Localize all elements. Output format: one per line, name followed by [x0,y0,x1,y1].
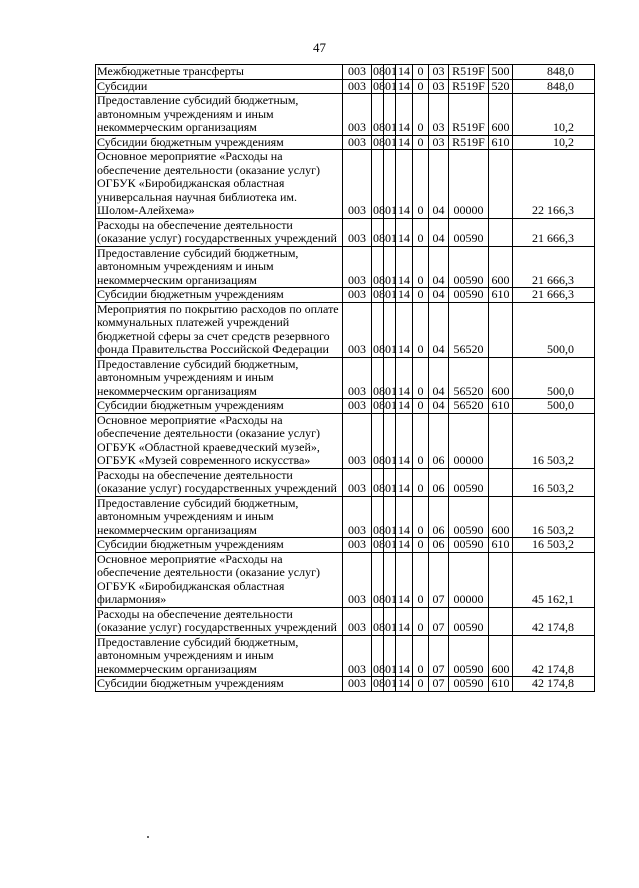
cell-grbs: 003 [343,635,372,677]
cell-grbs: 003 [343,399,372,414]
cell-direction-code: 00000 [449,150,489,219]
cell-expense-type: 500 [489,65,513,80]
table-row [96,607,595,635]
cell-subsection: 01 [384,413,396,468]
cell-expense-type [489,552,513,607]
cell-name: Предоставление субсидий бюджетным, автономным учреждениям и иным некоммерческим организациям [96,357,343,399]
cell-subsection: 01 [385,64,397,78]
cell-program: 14 [396,496,413,538]
cell-section: 08 [372,357,384,399]
cell-direction-code: 00590 [449,677,489,692]
table-row [96,552,595,607]
cell-section: 08 [372,496,384,538]
cell-program: 14 [396,79,413,94]
cell-program: 14 [396,413,413,468]
cell-direction-code: R519F [449,135,489,150]
cell-section: 08 [373,287,385,301]
cell-amount: 45 162,1 [513,552,595,607]
stray-dot [147,836,149,838]
cell-name: Расходы на обеспечение деятельности (оказание услуг) государственных учреждений [96,468,343,496]
cell-name: Предоставление субсидий бюджетным, автономным учреждениям и иным некоммерческим организациям [96,496,343,538]
cell-subprogram: 0 [413,302,429,357]
cell-subsection: 01 [384,302,396,357]
table-row [96,150,595,219]
cell-amount: 16 503,2 [513,468,595,496]
cell-grbs: 003 [343,552,372,607]
cell-direction-code: R519F [449,65,489,80]
cell-name: Предоставление субсидий бюджетным, автономным учреждениям и иным некоммерческим организациям [96,246,343,288]
cell-direction-code: R519F [449,94,489,136]
cell-name: Расходы на обеспечение деятельности (оказание услуг) государственных учреждений [96,607,343,635]
cell-program: 14 [396,677,413,692]
cell-amount: 10,2 [513,94,595,136]
cell-program: 14 [396,218,413,246]
cell-activity: 07 [429,607,449,635]
table-row [96,65,595,80]
cell-grbs: 003 [343,65,372,80]
cell-expense-type [489,468,513,496]
cell-subprogram: 0 [413,635,429,677]
table-row [96,288,595,303]
table-row [96,218,595,246]
cell-subsection: 01 [384,468,396,496]
cell-section: 08 [373,134,385,149]
page-number: 47 [313,40,326,55]
cell-program: 14 [396,399,413,414]
cell-name: Субсидии бюджетным учреждениям [96,538,343,553]
cell-activity: 03 [429,135,449,150]
cell-direction-code: 56520 [449,357,489,399]
cell-expense-type [489,150,513,219]
table-row [96,677,595,692]
cell-section: 08 [372,218,384,246]
table-row [96,399,595,414]
cell-section: 08 [372,302,384,357]
cell-grbs: 003 [343,357,372,399]
cell-direction-code: 56520 [449,399,489,414]
cell-subprogram: 0 [413,677,429,692]
cell-section: 08 [373,676,385,690]
cell-name: Субсидии бюджетным учреждениям [96,288,343,303]
cell-direction-code: 00590 [449,635,489,677]
cell-amount: 10,2 [513,135,595,150]
table-body [96,65,595,692]
cell-grbs: 003 [343,538,372,553]
cell-amount: 22 166,3 [513,150,595,219]
table-row [96,79,595,94]
cell-section: 08 [372,150,384,219]
cell-subsection: 01 [385,134,397,149]
cell-subsection: 01 [384,218,396,246]
cell-subprogram: 0 [413,607,429,635]
cell-activity: 07 [429,635,449,677]
cell-direction-code: 56520 [449,302,489,357]
cell-subprogram: 0 [413,496,429,538]
cell-name: Субсидии бюджетным учреждениям [96,135,343,150]
cell-expense-type: 610 [489,399,513,414]
cell-expense-type: 600 [489,635,513,677]
cell-direction-code: R519F [449,79,489,94]
cell-expense-type: 600 [489,246,513,288]
cell-grbs: 003 [343,288,372,303]
cell-activity: 04 [429,357,449,399]
cell-name: Субсидии бюджетным учреждениям [96,399,343,414]
cell-subsection: 01 [385,287,397,301]
cell-subprogram: 0 [413,538,429,553]
cell-activity: 03 [429,94,449,136]
cell-name: Межбюджетные трансферты [96,65,343,80]
cell-subsection: 01 [384,246,396,288]
cell-subprogram: 0 [413,357,429,399]
cell-activity: 06 [429,538,449,553]
cell-program: 14 [396,94,413,136]
table-row [96,302,595,357]
cell-amount: 42 174,8 [513,635,595,677]
cell-amount: 16 503,2 [513,538,595,553]
cell-amount: 848,0 [513,65,595,80]
cell-program: 14 [396,288,413,303]
cell-program: 14 [396,65,413,80]
cell-grbs: 003 [343,218,372,246]
cell-subsection: 01 [384,635,396,677]
cell-expense-type [489,607,513,635]
cell-section: 08 [372,607,384,635]
cell-subsection: 01 [384,607,396,635]
cell-subprogram: 0 [413,399,429,414]
cell-subsection: 01 [384,552,396,607]
cell-section: 08 [373,78,385,93]
cell-direction-code: 00590 [449,246,489,288]
table-row [96,246,595,288]
cell-section: 08 [372,635,384,677]
cell-expense-type: 610 [489,677,513,692]
cell-amount: 848,0 [513,79,595,94]
cell-grbs: 003 [343,677,372,692]
cell-subprogram: 0 [413,552,429,607]
cell-program: 14 [396,135,413,150]
cell-subprogram: 0 [413,413,429,468]
cell-activity: 06 [429,413,449,468]
cell-grbs: 003 [343,496,372,538]
cell-section: 08 [372,468,384,496]
cell-direction-code: 00000 [449,552,489,607]
cell-activity: 04 [429,246,449,288]
cell-amount: 42 174,8 [513,607,595,635]
cell-subsection: 01 [385,398,397,412]
cell-subsection: 01 [384,150,396,219]
cell-direction-code: 00590 [449,538,489,553]
cell-grbs: 003 [343,607,372,635]
table-row [96,135,595,150]
cell-activity: 04 [429,302,449,357]
cell-name: Субсидии [96,79,343,94]
cell-expense-type: 610 [489,538,513,553]
cell-grbs: 003 [343,94,372,136]
cell-direction-code: 00590 [449,288,489,303]
cell-program: 14 [396,468,413,496]
cell-direction-code: 00590 [449,218,489,246]
cell-section: 08 [373,398,385,412]
cell-amount: 16 503,2 [513,413,595,468]
cell-program: 14 [396,635,413,677]
table-row [96,413,595,468]
cell-amount: 500,0 [513,399,595,414]
cell-amount: 21 666,3 [513,218,595,246]
cell-expense-type: 610 [489,288,513,303]
cell-program: 14 [396,302,413,357]
table-row [96,496,595,538]
cell-grbs: 003 [343,413,372,468]
cell-activity: 06 [429,496,449,538]
cell-amount: 500,0 [513,302,595,357]
cell-section: 08 [373,537,385,551]
cell-activity: 06 [429,468,449,496]
cell-program: 14 [396,538,413,553]
cell-direction-code: 00590 [449,468,489,496]
cell-activity: 03 [429,79,449,94]
cell-program: 14 [396,246,413,288]
cell-amount: 21 666,3 [513,288,595,303]
cell-subsection: 01 [385,676,397,690]
cell-name: Предоставление субсидий бюджетным, автономным учреждениям и иным некоммерческим организациям [96,635,343,677]
cell-amount: 42 174,8 [513,677,595,692]
cell-subprogram: 0 [413,135,429,150]
cell-expense-type: 600 [489,496,513,538]
cell-activity: 04 [429,288,449,303]
budget-table [95,64,595,692]
cell-expense-type [489,218,513,246]
cell-activity: 03 [429,65,449,80]
cell-subsection: 01 [384,357,396,399]
cell-grbs: 003 [343,150,372,219]
cell-subprogram: 0 [413,94,429,136]
cell-direction-code: 00590 [449,607,489,635]
cell-expense-type: 520 [489,79,513,94]
cell-name: Основное мероприятие «Расходы на обеспечение деятельности (оказание услуг) ОГБУК «Областной краеведческий музей», ОГБУК «Музей современного искусства» [96,413,343,468]
cell-grbs: 003 [343,246,372,288]
cell-direction-code: 00000 [449,413,489,468]
cell-expense-type [489,302,513,357]
cell-activity: 04 [429,218,449,246]
cell-section: 08 [372,552,384,607]
cell-name: Основное мероприятие «Расходы на обеспечение деятельности (оказание услуг) ОГБУК «Биробиджанская областная филармония» [96,552,343,607]
cell-grbs: 003 [343,468,372,496]
cell-subprogram: 0 [413,246,429,288]
cell-expense-type: 600 [489,94,513,136]
table-row [96,357,595,399]
cell-amount: 16 503,2 [513,496,595,538]
cell-expense-type: 610 [489,135,513,150]
cell-activity: 07 [429,677,449,692]
cell-subsection: 01 [385,78,397,93]
table-row [96,468,595,496]
cell-expense-type: 600 [489,357,513,399]
cell-subprogram: 0 [413,150,429,219]
cell-amount: 500,0 [513,357,595,399]
cell-subprogram: 0 [413,218,429,246]
cell-amount: 21 666,3 [513,246,595,288]
cell-name: Расходы на обеспечение деятельности (оказание услуг) государственных учреждений [96,218,343,246]
cell-activity: 04 [429,150,449,219]
cell-grbs: 003 [343,302,372,357]
cell-grbs: 003 [343,79,372,94]
cell-subsection: 01 [385,537,397,551]
cell-name: Субсидии бюджетным учреждениям [96,677,343,692]
cell-program: 14 [396,357,413,399]
table-row [96,635,595,677]
cell-activity: 07 [429,552,449,607]
cell-program: 14 [396,552,413,607]
cell-expense-type [489,413,513,468]
table-row [96,94,595,136]
cell-section: 08 [372,94,384,136]
cell-subsection: 01 [384,94,396,136]
cell-grbs: 003 [343,135,372,150]
cell-section: 08 [372,246,384,288]
cell-subprogram: 0 [413,65,429,80]
cell-name: Мероприятия по покрытию расходов по оплате коммунальных платежей учреждений бюджетной сферы за счет средств резервного фонда Правительства Российской Федерации [96,302,343,357]
cell-activity: 04 [429,399,449,414]
cell-name: Предоставление субсидий бюджетным, автономным учреждениям и иным некоммерческим организациям [96,94,343,136]
cell-subsection: 01 [384,496,396,538]
cell-section: 08 [373,64,385,78]
cell-subprogram: 0 [413,79,429,94]
cell-direction-code: 00590 [449,496,489,538]
cell-program: 14 [396,607,413,635]
cell-name: Основное мероприятие «Расходы на обеспечение деятельности (оказание услуг) ОГБУК «Биробиджанская областная универсальная научная библиотека им. Шолом-Алейхема» [96,150,343,219]
cell-program: 14 [396,150,413,219]
table-row [96,538,595,553]
cell-subprogram: 0 [413,288,429,303]
cell-section: 08 [372,413,384,468]
cell-subprogram: 0 [413,468,429,496]
